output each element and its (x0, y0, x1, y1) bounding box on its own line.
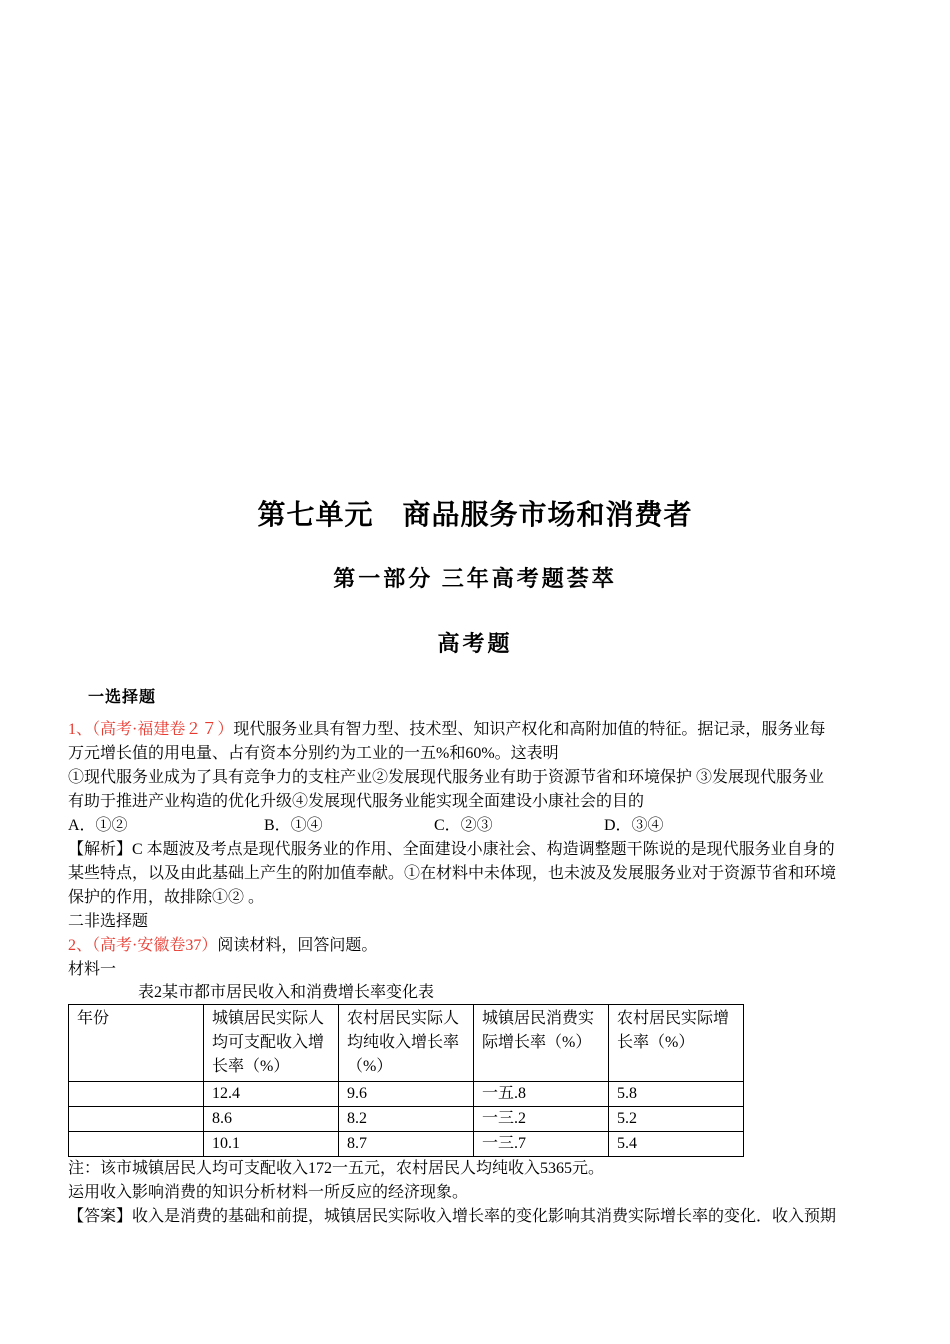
table-row (69, 1082, 744, 1107)
table-cell: 一三.7 (474, 1132, 609, 1157)
q2-source: 2、（高考·安徽卷37） (68, 937, 218, 954)
table-header-cell: 年份 (69, 1005, 204, 1082)
q2-material: 材料一 (68, 961, 117, 978)
q1-analysis-1: 【解析】C 本题波及考点是现代服务业的作用、全面建设小康社会、构造调整题干陈说的是现代服务业自身的 (68, 841, 835, 858)
table-cell: 8.2 (339, 1107, 474, 1132)
q1-stem-4: 有助于推进产业构造的优化升级④发展现代服务业能实现全面建设小康社会的目的 (68, 793, 645, 810)
table-row (69, 1107, 744, 1132)
q1-stem-1: 现代服务业具有智力型、技术型、知识产权化和高附加值的特征。据记录，服务业每 (233, 721, 826, 738)
table-cell: 5.2 (609, 1107, 744, 1132)
table-cell: 10.1 (204, 1132, 339, 1157)
q1-option-a: A．①② (68, 817, 128, 834)
document-body (68, 718, 882, 1229)
table-cell: 一五.8 (474, 1082, 609, 1107)
q1-line1 (68, 718, 882, 742)
page-title: 第七单元 商品服务市场和消费者 (257, 500, 693, 531)
part1-heading: 一选择题 (88, 689, 157, 706)
q1-option-c: C．②③ (434, 817, 493, 834)
income-consumption-table (68, 1004, 744, 1157)
table-header-cell: 城镇居民消费实际增长率（%） (474, 1005, 609, 1082)
table-cell: 9.6 (339, 1082, 474, 1107)
q2-question: 运用收入影响消费的知识分析材料一所反应的经济现象。 (68, 1184, 469, 1201)
table-cell: 8.6 (204, 1107, 339, 1132)
table-row (69, 1132, 744, 1157)
q2-prompt: 阅读材料，回答问题。 (217, 937, 378, 954)
table-cell: 5.4 (609, 1132, 744, 1157)
q2-answer: 【答案】收入是消费的基础和前提，城镇居民实际收入增长率的变化影响其消费实际增长率的变化．收入预期 (68, 1208, 837, 1225)
q2-line1 (68, 934, 882, 958)
table-cell: 5.8 (609, 1082, 744, 1107)
q1-source: 1、（高考·福建卷２７） (68, 721, 234, 738)
q1-analysis-3: 保护的作用，故排除①② 。 (68, 889, 265, 906)
table-header-row (69, 1005, 744, 1082)
q1-option-d: D．③④ (604, 817, 664, 834)
q1-stem-2: 万元增长值的用电量、占有资本分别约为工业的一五%和60%。这表明 (68, 745, 559, 762)
table-caption: 表2某市都市居民收入和消费增长率变化表 (138, 984, 435, 1001)
q1-stem-3: ①现代服务业成为了具有竞争力的支柱产业②发展现代服务业有助于资源节省和环境保护 ③发展现代服务业 (68, 769, 825, 786)
q1-analysis-2: 某些特点，以及由此基础上产生的附加值奉献。①在材料中未体现，也未波及发展服务业对于资源节省和环境 (68, 865, 837, 882)
q1-option-b: B．①④ (264, 817, 323, 834)
table-cell: 8.7 (339, 1132, 474, 1157)
table-note: 注：该市城镇居民人均可支配收入172一五元，农村居民人均纯收入5365元。 (68, 1160, 605, 1177)
page-subtitle: 第一部分 三年高考题荟萃 (333, 566, 617, 591)
table-cell (69, 1132, 204, 1157)
part2-heading: 二非选择题 (68, 913, 149, 930)
table-header-cell: 农村居民实际人均纯收入增长率（%） (339, 1005, 474, 1082)
table-cell: 一三.2 (474, 1107, 609, 1132)
q1-options (68, 814, 882, 838)
table-cell (69, 1082, 204, 1107)
table-cell: 12.4 (204, 1082, 339, 1107)
section-title: 高考题 (437, 631, 513, 656)
table-header-cell: 农村居民实际增长率（%） (609, 1005, 744, 1082)
table-cell (69, 1107, 204, 1132)
table-header-cell: 城镇居民实际人均可支配收入增长率（%） (204, 1005, 339, 1082)
